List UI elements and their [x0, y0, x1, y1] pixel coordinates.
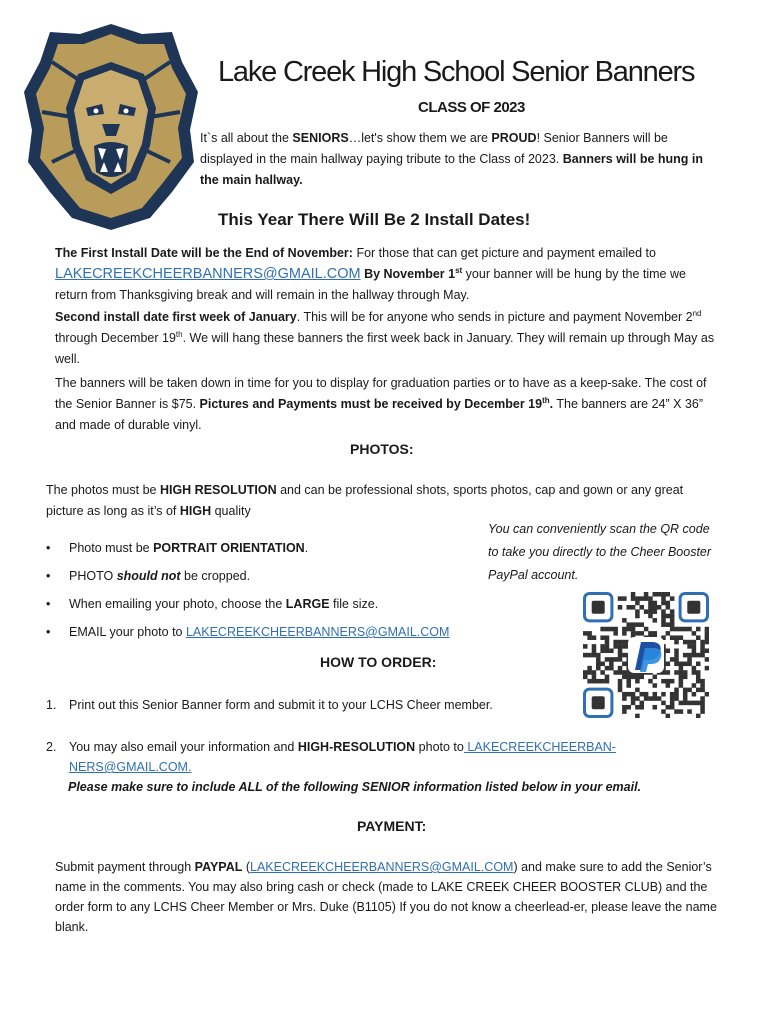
first-install-paragraph: The First Install Date will be the End of November: For those that can get picture and payment emailed to LAKECREEKCHEERBANNERS@GMAIL.COM By November 1st your banner will be hung by the time we return from Thanksgiving break and will remain in the hallway through May. — [55, 246, 686, 302]
email-link[interactable]: LAKECREEKCHEERBANNERS@GMAIL.COM — [55, 266, 361, 282]
page-title: Lake Creek High School Senior Banners — [218, 56, 695, 88]
photos-heading: PHOTOS: — [350, 441, 414, 457]
intro-paragraph: It`s all about the SENIORS…let's show them we are PROUD! Senior Banners will be displayed in the main hallway paying tribute to the Class of 2023. Banners will be hung in the main hallway. — [200, 131, 704, 187]
list-item: • PHOTO should not be cropped. — [46, 566, 449, 594]
email-link[interactable]: LAKECREEKCHEERBANNERS@GMAIL.COM — [250, 860, 514, 874]
qr-scan-note: You can conveniently scan the QR code to take you directly to the Cheer Booster PayPal account. — [488, 522, 712, 582]
banner-details-paragraph: The banners will be taken down in time for you to display for graduation parties or to have as a keep-sake. The cost of the Senior Banner is $75. Pictures and Payments must be received by December 19th. The banners are 24” X 36” and made of durable vinyl. — [55, 376, 707, 432]
lion-logo — [22, 22, 200, 232]
payment-paragraph: Submit payment through PAYPAL (LAKECREEKCHEERBANNERS@GMAIL.COM) and make sure to add the Senior’s name in the comments. You may also bring cash or check (made to LAKE CREEK CHEER BOOSTER CLUB) and the order form to any LCHS Cheer Member or Mrs. Duke (B1105) If you do not know a cheerlead-er, please leave the name blank. — [55, 860, 717, 934]
lion-head-icon — [22, 22, 200, 232]
second-install-paragraph: Second install date first week of January. This will be for anyone who sends in picture and payment November 2nd through December 19th. We will hang these banners the first week back in January. They will remain up through May as well. — [55, 308, 715, 366]
how-to-order-heading: HOW TO ORDER: — [320, 654, 437, 670]
list-item: • Photo must be PORTRAIT ORIENTATION. — [46, 538, 449, 566]
photos-intro: The photos must be HIGH RESOLUTION and can be professional shots, sports photos, cap and gown or any great picture as long as it’s of HIGH quality — [46, 483, 684, 518]
email-info-note: Please make sure to include ALL of the following SENIOR information listed below in your email. — [68, 780, 642, 794]
email-link[interactable]: LAKECREEKCHEERBANNERS@GMAIL.COM — [185, 625, 450, 639]
list-item: • When emailing your photo, choose the LARGE file size. — [46, 594, 449, 622]
list-item: • EMAIL your photo to LAKECREEKCHEERBANNERS@GMAIL.COM — [46, 622, 449, 650]
order-step: 1. Print out this Senior Banner form and submit it to your LCHS Cheer member. — [46, 698, 493, 712]
order-step: 2. You may also email your information and HIGH-RESOLUTION photo to LAKECREEKCHEERBAN-NERS@GMAIL.COM. — [46, 740, 616, 774]
order-steps — [46, 695, 686, 777]
email-link[interactable]: LAKECREEKCHEERBAN-NERS@GMAIL.COM. — [69, 740, 616, 774]
install-dates-heading: This Year There Will Be 2 Install Dates! — [218, 210, 531, 229]
photo-requirements-list — [46, 538, 449, 650]
payment-heading: PAYMENT: — [357, 818, 427, 834]
class-subtitle: CLASS OF 2023 — [418, 99, 525, 116]
